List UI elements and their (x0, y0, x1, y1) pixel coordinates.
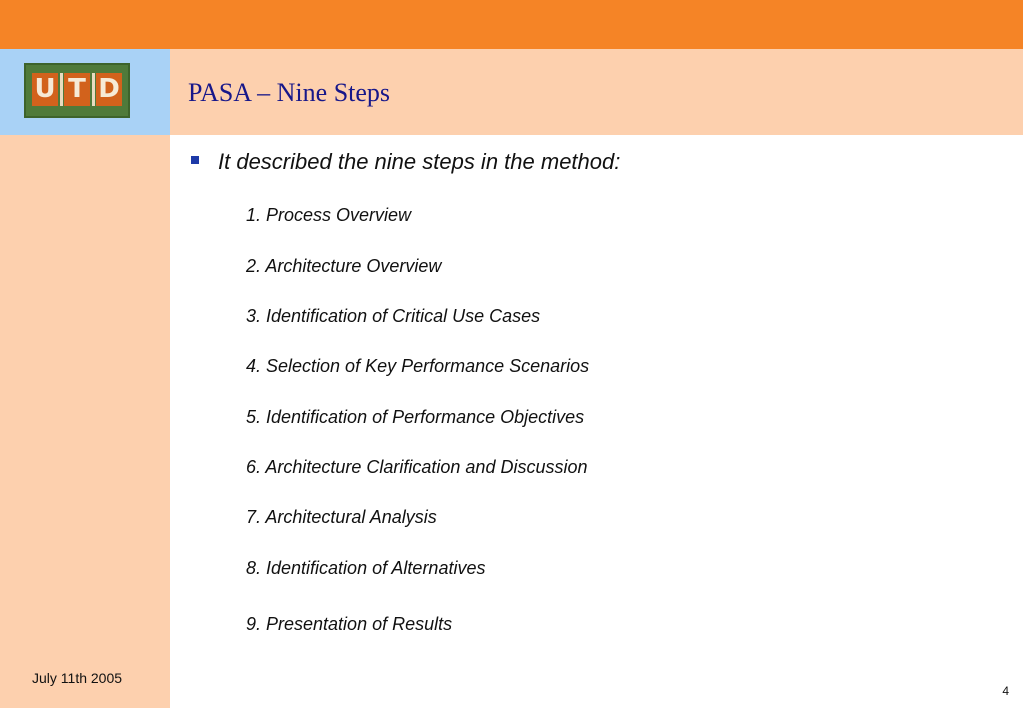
footer-date: July 11th 2005 (32, 670, 123, 686)
slide-title: PASA – Nine Steps (188, 78, 391, 107)
logo-divider (60, 73, 63, 106)
logo-letter-u: U (32, 73, 58, 106)
logo-letter-t: T (64, 73, 90, 106)
utd-logo (24, 63, 130, 118)
step-item: 6. Architecture Clarification and Discussion (246, 457, 588, 477)
step-item: 2. Architecture Overview (246, 256, 442, 276)
step-item: 7. Architectural Analysis (246, 507, 437, 527)
step-item: 5. Identification of Performance Objectives (246, 407, 585, 427)
step-item: 3. Identification of Critical Use Cases (246, 306, 541, 326)
square-bullet-icon (191, 156, 199, 164)
step-item: 8. Identification of Alternatives (246, 558, 486, 578)
bullet-text: It described the nine steps in the method: (218, 149, 621, 174)
sidebar-column (0, 135, 170, 708)
step-item: 4. Selection of Key Performance Scenarios (246, 356, 590, 376)
logo-divider (92, 73, 95, 106)
top-bar (0, 0, 1023, 49)
logo-letter-d: D (96, 73, 122, 106)
step-item: 1. Process Overview (246, 205, 412, 225)
page-number: 4 (1002, 684, 1009, 698)
step-item: 9. Presentation of Results (246, 614, 453, 634)
